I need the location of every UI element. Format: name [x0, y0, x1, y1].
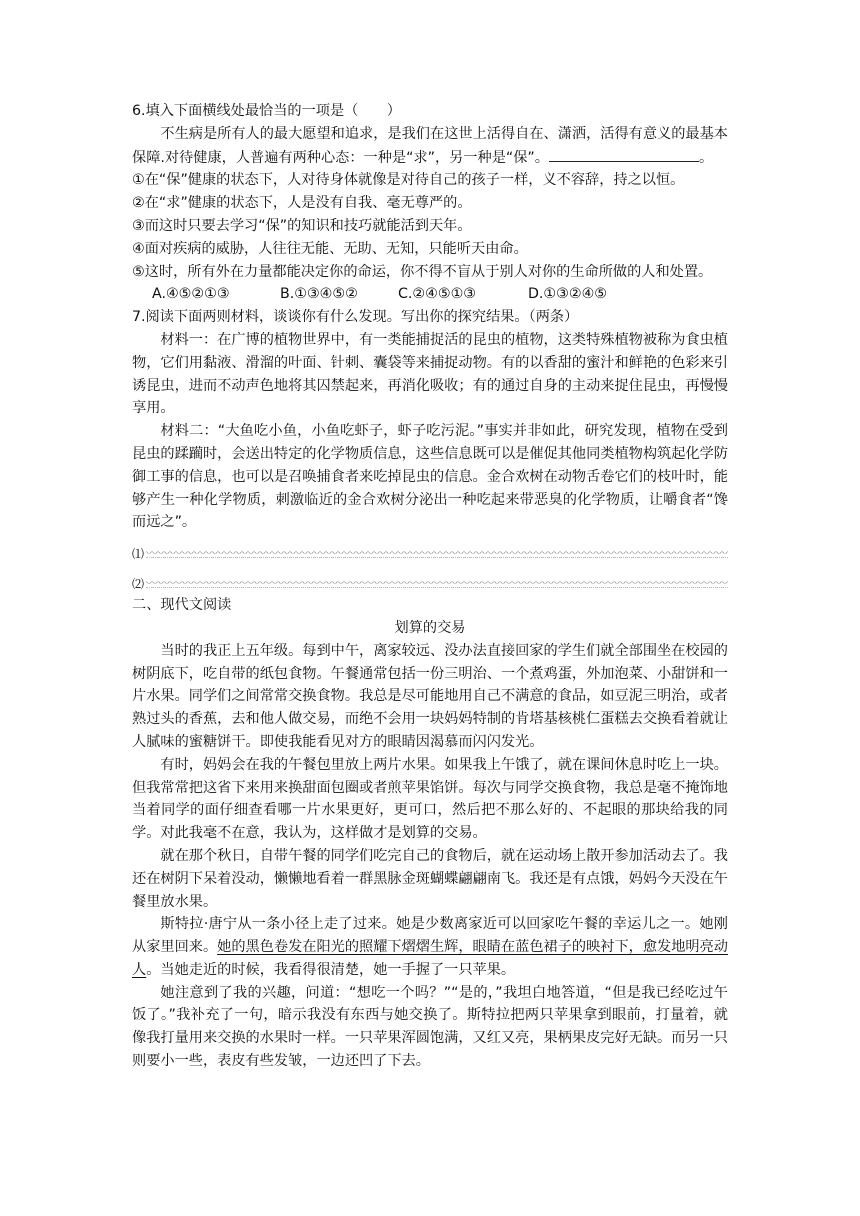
- fill-blank-line: [549, 146, 699, 162]
- story-paragraph-5: 她注意到了我的兴趣，问道：“想吃一个吗？”“是的，”我坦白地答道，“但是我已经吃过午饭了。”我补充了一句，暗示我没有东西与她交换了。斯特拉把两只苹果拿到眼前，打量着，就像我打量用来交换的水果时一样。一只苹果浑圆饱满，又红又亮，果柄果皮完好无缺。而另一只则要小一些，表皮有些发皱，一边还凹了下去。: [132, 984, 728, 1070]
- document-page: [132, 100, 728, 1073]
- story-paragraph-4-text: 斯特拉·唐宁从一条小径上走了过来。她是少数离家近可以回家吃午餐的幸运儿之一。她刚从家里回来。: [132, 916, 728, 956]
- material-2: 材料二：“大鱼吃小鱼，小鱼吃虾子，虾子吃污泥。”事实并非如此，研究发现，植物在受到昆虫的蹂躏时，会送出特定的化学物质信息，这些信息既可以是催促其他同类植物构筑起化学防御工事的信息，也可以是召唤捕食者来吃掉昆虫的信息。金合欢树在动物舌卷它们的枝叶时，能够产生一种化学物质，刺激临近的金合欢树分泌出一种吃起来带恶臭的化学物质，让嚼食者“馋而远之”。: [132, 423, 728, 531]
- question-6-stem: [132, 123, 728, 170]
- question-6-title: 6.填入下面横线处最恰当的一项是（ ）: [132, 103, 401, 119]
- question-6-stem-text: 不生病是所有人的最大愿望和追求，是我们在这世上活得自在、潇洒，活得有意义的最基本保障.对待健康，人普遍有两种心态：一种是“求”，另一种是“保”。: [132, 125, 728, 166]
- question-6-item-3: ③而这时只要去学习“保”的知识和技巧就能活到天年。: [132, 217, 472, 234]
- answer-number-2: ⑵: [132, 577, 145, 592]
- underlined-sentence: 她的黑色卷发在阳光的照耀下熠熠生辉，眼睛在蓝色裙子的映衬下，愈发地明亮动人: [132, 939, 728, 978]
- story-title: 划算的交易: [394, 619, 466, 636]
- story-paragraph-3: 就在那个秋日，自带午餐的同学们吃完自己的食物后，就在运动场上散开参加活动去了。我还在树阴下呆着没动，懒懒地看着一群黑脉金斑蝴蝶翩翩南飞。我还是有点饿，妈妈今天没在午餐里放水果。: [132, 847, 728, 910]
- question-6-options: [132, 283, 728, 306]
- story-paragraph-1: 当时的我正上五年级。每到中午，离家较远、没办法直接回家的学生们就全部围坐在校园的树阴底下，吃自带的纸包食物。午餐通常包括一份三明治、一个煮鸡蛋，外加泡菜、小甜饼和一片水果。同学们之间常常交换食物。我总是尽可能地用自己不满意的食品，如豆泥三明治，或者熟过头的香蕉，去和他人做交易，而绝不会用一块妈妈特制的肯塔基核桃仁蛋糕去交换看着就让人腻味的蜜糖饼干。即使我能看见对方的眼睛因渴慕而闪闪发光。: [132, 642, 728, 750]
- material-1: 材料一：在广博的植物世界中，有一类能捕捉活的昆虫的植物，这类特殊植物被称为食虫植物，它们用黏液、滑溜的叶面、针刺、囊袋等来捕捉动物。有的以香甜的蜜汁和鲜艳的色彩来引诱昆虫，进而不动声色地将其囚禁起来，再消化吸收；有的通过自身的主动来捉住昆虫，再慢慢享用。: [132, 331, 728, 417]
- question-6-item-4: ④面对疾病的威胁，人往往无能、无助、无知，只能听天由命。: [132, 240, 528, 257]
- story-paragraph-4-end: 。当她走近的时候，我看得很清楚，她一手握了一只苹果。: [146, 961, 516, 978]
- option-d: D.①③②④⑤: [528, 286, 608, 303]
- question-6-item-1: ①在“保”健康的状态下，人对待身体就像是对待自己的孩子一样，义不容辞，持之以恒。: [132, 172, 685, 189]
- question-6-stem-end: 。: [698, 149, 714, 166]
- story-paragraph-4: [132, 913, 728, 981]
- wavy-answer-line: [146, 581, 728, 588]
- option-c: C.②④⑤①③: [398, 286, 477, 303]
- answer-number-1: ⑴: [132, 547, 145, 562]
- answer-line-2: [132, 570, 728, 594]
- question-6-item-5: ⑤这时，所有外在力量都能决定你的命运，你不得不盲从于别人对你的生命所做的人和处置。: [132, 263, 713, 280]
- question-6-item-2: ②在“求”健康的状态下，人是没有自我、毫无尊严的。: [132, 195, 472, 212]
- answer-line-1: [132, 540, 728, 564]
- section-heading: 二、现代文阅读: [132, 597, 232, 614]
- wavy-answer-line: [146, 551, 728, 558]
- option-a: A.④⑤②①③: [152, 286, 230, 303]
- option-b: B.①③④⑤②: [280, 286, 358, 303]
- story-paragraph-2: 有时，妈妈会在我的午餐包里放上两片水果。如果我上午饿了，就在课间休息时吃上一块。但我常常把这省下来用来换甜面包圈或者煎苹果馅饼。每次与同学交换食物，我总是毫不掩饰地当着同学的面仔细查看哪一片水果更好，更可口，然后把不那么好的、不起眼的那块给我的同学。对此我毫不在意，我认为，这样做才是划算的交易。: [132, 756, 728, 842]
- question-7-title: 7.阅读下面两则材料，谈谈你有什么发现。写出你的探究结果。（两条）: [132, 309, 579, 326]
